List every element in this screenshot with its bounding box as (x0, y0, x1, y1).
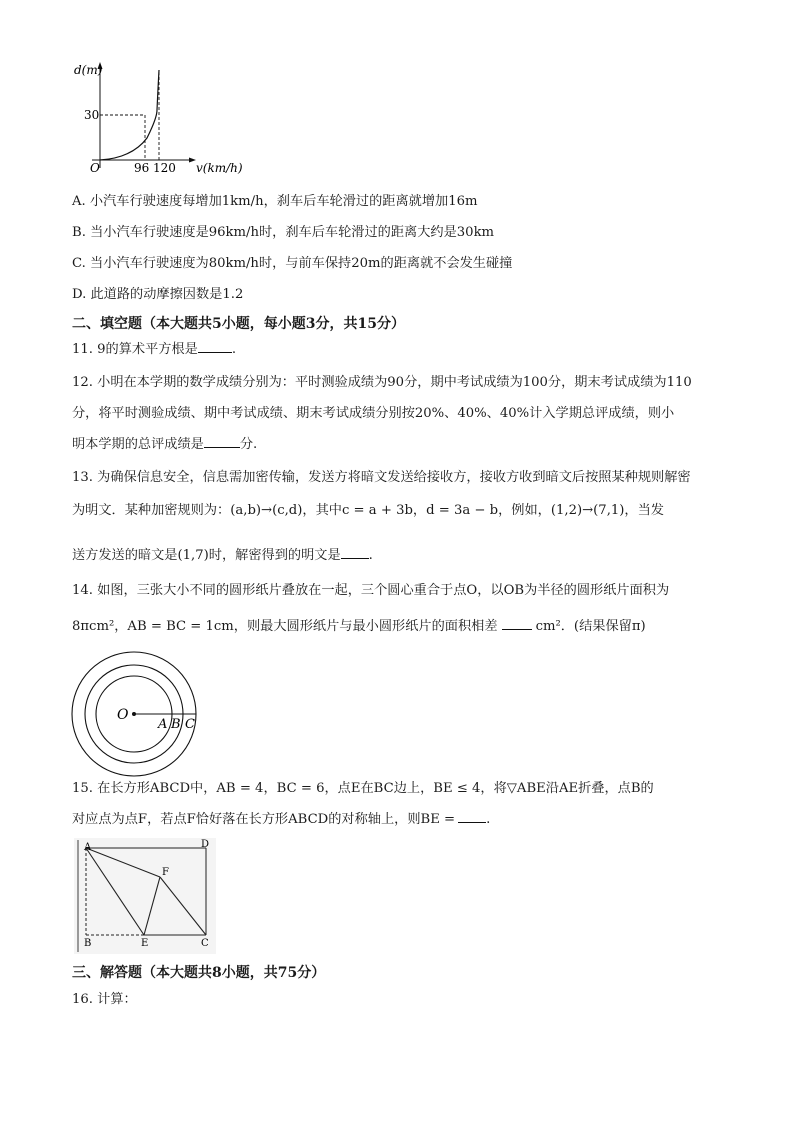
option-a: A. 小汽车行驶速度每增加1km/h，刹车后车轮滑过的距离就增加16m (72, 194, 478, 209)
option-c: C. 当小汽车行驶速度为80km/h时，与前车保持20m的距离就不会发生碰撞 (72, 256, 513, 271)
x-tick-96: 96 (134, 161, 150, 175)
question-13-line3 (72, 546, 373, 566)
q12-line3-end: 分. (239, 437, 258, 452)
question-16: 16. 计算： (72, 992, 137, 1007)
q11-end: . (231, 342, 237, 357)
question-12-line2: 分，将平时测验成绩、期中考试成绩、期末考试成绩分别按20%、40%、40%计入学期总评成绩，则小 (72, 406, 675, 421)
x-tick-120: 120 (153, 161, 176, 175)
question-14-line2 (72, 617, 646, 637)
option-d: D. 此道路的动摩擦因数是1.2 (72, 287, 244, 302)
speed-distance-graph (72, 58, 252, 183)
label-f: F (162, 867, 169, 878)
q15-answer-blank (458, 810, 486, 823)
label-a: A (158, 717, 168, 732)
braking-curve (100, 70, 159, 160)
q11-text: 11. 9的算术平方根是 (72, 342, 198, 357)
question-15-line2 (72, 810, 490, 830)
label-e: E (141, 938, 149, 949)
q14-line2-text: 8πcm²，AB = BC = 1cm，则最大圆形纸片与最小圆形纸片的面积相差 (72, 619, 498, 634)
label-d: D (201, 839, 210, 850)
q14-line2-end: cm²．(结果保留π) (535, 619, 646, 634)
q12-answer-blank (204, 435, 240, 448)
rectangle-fold-figure (74, 838, 216, 954)
center-point (132, 712, 136, 716)
section2-title: 二、填空题（本大题共5小题，每小题3分，共15分） (72, 316, 405, 332)
y-tick-30: 30 (84, 108, 100, 122)
q11-answer-blank (198, 340, 232, 353)
y-axis-label: d(m) (74, 63, 103, 77)
q12-line3-text: 明本学期的总评成绩是 (72, 437, 204, 452)
x-axis-label: v(km/h) (196, 161, 243, 175)
option-b: B. 当小汽车行驶速度是96km/h时，刹车后车轮滑过的距离大约是30km (72, 225, 495, 240)
question-14-line1: 14. 如图，三张大小不同的圆形纸片叠放在一起，三个圆心重合于点O，以OB为半径的圆形纸片面积为 (72, 583, 670, 598)
q14-answer-blank (502, 617, 532, 630)
figure-background (74, 838, 216, 954)
origin-label: O (90, 161, 100, 175)
x-axis-arrow (189, 158, 196, 163)
label-o: O (117, 707, 129, 723)
question-11 (72, 340, 236, 360)
q13-line3-text: 送方发送的暗文是(1,7)时，解密得到的明文是 (72, 548, 341, 563)
label-c: C (201, 938, 209, 949)
label-b: B (84, 938, 92, 949)
question-15-line1: 15. 在长方形ABCD中，AB = 4，BC = 6，点E在BC边上，BE ≤ 4，将▽ABE沿AE折叠，点B的 (72, 781, 654, 796)
label-c: C (185, 717, 195, 732)
question-12-line1: 12. 小明在本学期的数学成绩分别为：平时测验成绩为90分，期中考试成绩为100分，期末考试成绩为110 (72, 375, 692, 390)
q15-line2-end: . (486, 812, 491, 827)
question-12-line3 (72, 435, 257, 455)
concentric-circles-figure (68, 650, 208, 780)
q15-line2-text: 对应点为点F，若点F恰好落在长方形ABCD的对称轴上，则BE = (72, 812, 456, 827)
question-13-line2: 为明文．某种加密规则为：(a,b)→(c,d)，其中c = a + 3b，d = 3a − b，例如，(1,2)→(7,1)，当发 (72, 503, 664, 518)
section3-title: 三、解答题（本大题共8小题，共75分） (72, 965, 326, 981)
question-13-line1: 13. 为确保信息安全，信息需加密传输，发送方将暗文发送给接收方，接收方收到暗文后按照某种规则解密 (72, 470, 691, 485)
q13-answer-blank (341, 546, 369, 559)
label-a: A (84, 842, 92, 853)
q13-line3-end: . (368, 548, 373, 563)
label-b: B (171, 717, 181, 732)
